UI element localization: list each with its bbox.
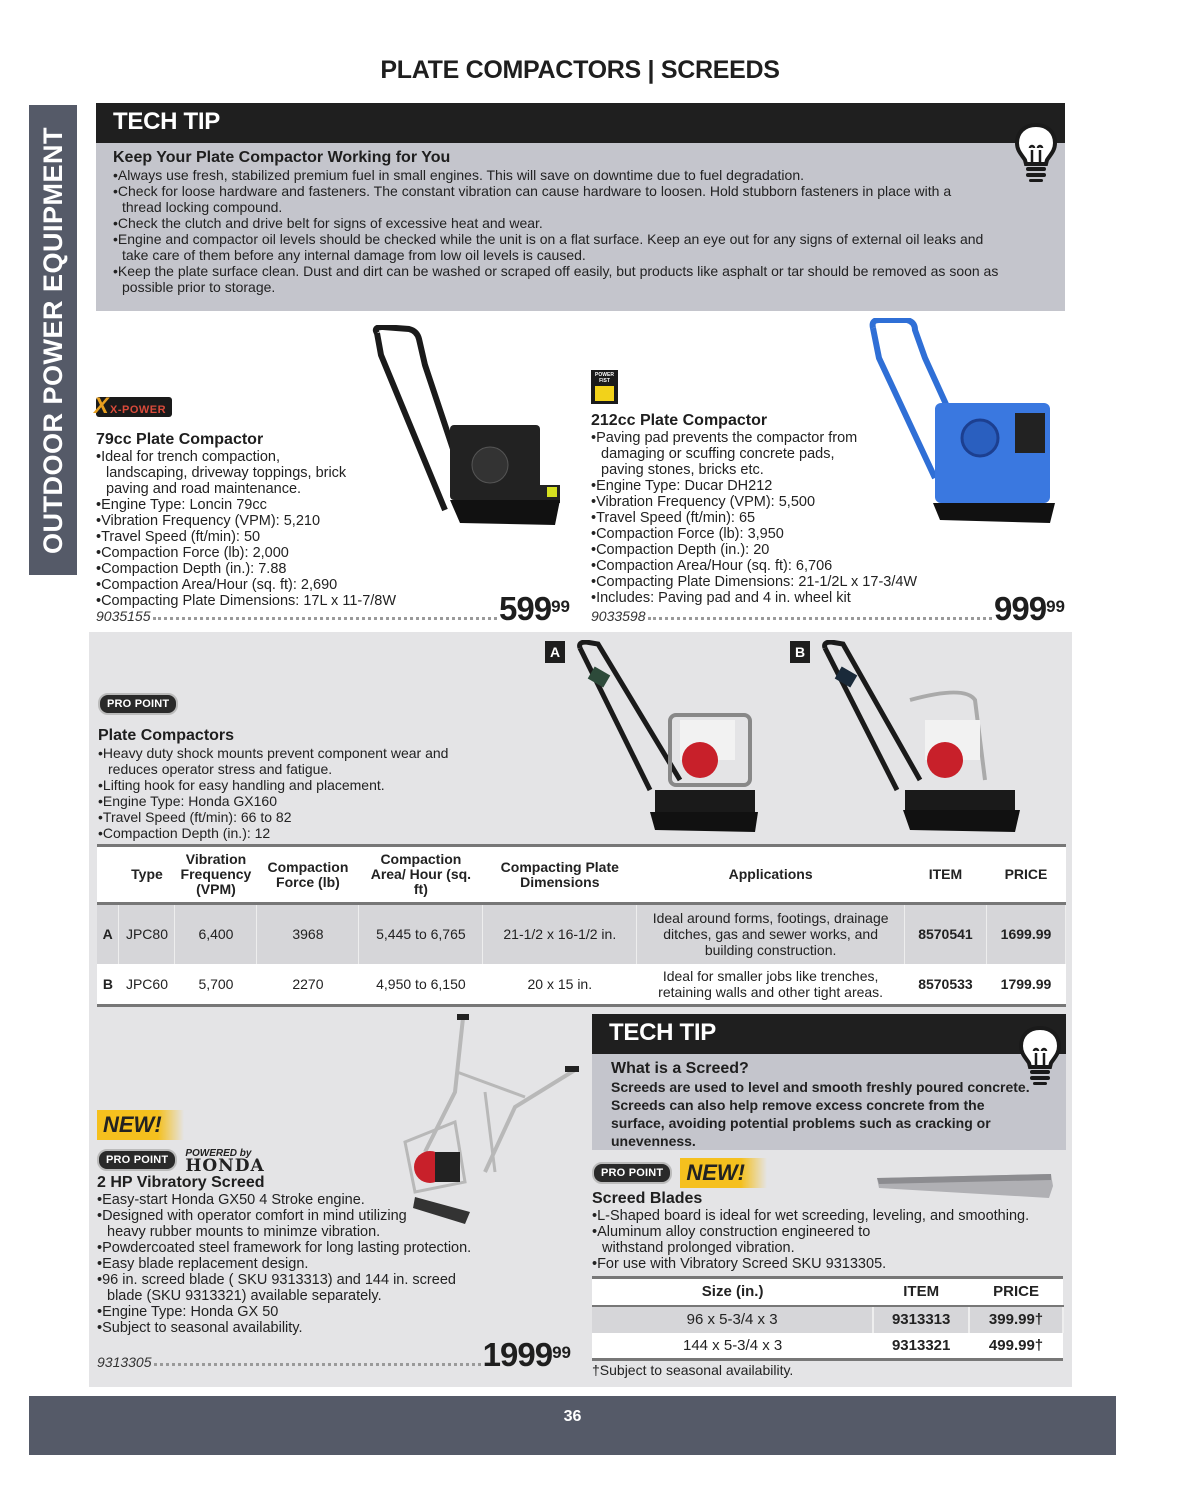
cell-price: 1699.99 <box>986 904 1065 964</box>
product-title: Screed Blades <box>592 1190 703 1207</box>
tech-tip-header: TECH TIP <box>592 1014 1066 1054</box>
tip-item: • Check for loose hardware and fasteners. The constant vibration can cause hardware to loosen. Hold stubborn fasteners in place with a thread locking compound. <box>113 183 1048 215</box>
tech-tip-screed <box>592 1014 1066 1150</box>
cell-vpm: 5,700 <box>175 964 257 1006</box>
table-row <box>592 1333 1063 1360</box>
feature-item: • Compaction Depth (in.): 12 <box>98 825 478 841</box>
feature-list <box>98 745 478 841</box>
cell-vpm: 6,400 <box>175 904 257 964</box>
section-label: OUTDOOR POWER EQUIPMENT <box>37 126 68 554</box>
cell-item: 8570533 <box>904 964 986 1006</box>
cell-tag: B <box>97 964 119 1006</box>
feature-item: • Compaction Area/Hour (sq. ft): 6,706 <box>591 558 991 574</box>
cell-force: 3968 <box>257 904 359 964</box>
leader-dots <box>648 617 993 620</box>
feature-item: • Vibration Frequency (VPM): 5,210 <box>96 513 566 529</box>
lightbulb-icon <box>1017 1025 1063 1087</box>
tech-tip-compactor <box>96 103 1065 311</box>
feature-list <box>592 1208 1062 1272</box>
table-row <box>97 964 1066 1006</box>
cell-force: 2270 <box>257 964 359 1006</box>
brand-logo-propoint: PRO POINT <box>98 693 178 715</box>
feature-item: • Vibration Frequency (VPM): 5,500 <box>591 494 991 510</box>
product-title: 79cc Plate Compactor <box>96 431 264 448</box>
leader-dots <box>153 617 498 620</box>
sku-price-line <box>591 590 1065 627</box>
feature-item: • Compaction Force (lb): 2,000 <box>96 545 566 561</box>
product-image-screed-blade <box>875 1172 1055 1202</box>
feature-item: • Compaction Depth (in.): 20 <box>591 542 991 558</box>
product-title: Plate Compactors <box>98 727 235 744</box>
page-title: PLATE COMPACTORS | SCREEDS <box>380 56 780 84</box>
price-cents: 99 <box>551 597 570 616</box>
feature-item: • Compacting Plate Dimensions: 17L x 11-7/8W <box>96 593 566 609</box>
price-dollars: 1999 <box>482 1336 553 1373</box>
col-header-size: Size (in.) <box>592 1278 873 1306</box>
col-header-area: Compaction Area/ Hour (sq. ft) <box>359 846 483 904</box>
cell-area: 4,950 to 6,150 <box>359 964 483 1006</box>
cell-applications: Ideal for smaller jobs like trenches, retaining walls and other tight areas. <box>637 964 905 1006</box>
col-header-price: PRICE <box>986 846 1065 904</box>
feature-item: • Engine Type: Loncin 79cc <box>96 497 566 513</box>
tech-tip-subtitle: What is a Screed? <box>611 1060 749 1077</box>
cell-item: 9313321 <box>873 1333 969 1360</box>
feature-item: • Designed with operator comfort in mind utilizing heavy rubber mounts to minimze vibration. <box>97 1208 437 1240</box>
brand-name: POWER FIST <box>595 372 614 384</box>
brand-logo-powerfist <box>591 370 618 404</box>
col-header-item: ITEM <box>873 1278 969 1306</box>
product-image-compactor-a <box>570 640 770 835</box>
col-header-type: Type <box>119 846 175 904</box>
table-header-row <box>97 846 1066 904</box>
cell-plate: 20 x 15 in. <box>483 964 637 1006</box>
tip-item: • Always use fresh, stabilized premium fuel in small engines. This will save on downtime due to fuel degradation. <box>113 167 1048 183</box>
sku: 9313305 <box>97 1354 152 1370</box>
feature-item: • Heavy duty shock mounts prevent component wear and reduces operator stress and fatigue. <box>98 745 458 777</box>
col-header-plate: Compacting Plate Dimensions <box>483 846 637 904</box>
tip-item: • Keep the plate surface clean. Dust and dirt can be washed or scraped off easily, but products like asphalt or tar should be removed as soon as possible prior to storage. <box>113 263 1048 295</box>
brand-logo-xpower: X X-POWER <box>96 397 172 417</box>
footnote: †Subject to seasonal availability. <box>592 1362 794 1378</box>
feature-item: • Aluminum alloy construction engineered to withstand prolonged vibration. <box>592 1224 902 1256</box>
col-header-tag <box>97 846 119 904</box>
feature-item: • Travel Speed (ft/min): 66 to 82 <box>98 809 478 825</box>
brand-logo-honda <box>185 1148 265 1176</box>
col-header-vpm: Vibration Frequency (VPM) <box>175 846 257 904</box>
table-row <box>592 1306 1063 1333</box>
leader-dots <box>154 1363 481 1366</box>
cell-price: 499.99† <box>969 1333 1063 1360</box>
product-image-212cc-compactor <box>865 318 1065 528</box>
feature-item: • For use with Vibratory Screed SKU 9313305. <box>592 1256 1062 1272</box>
lightbulb-icon <box>1013 122 1059 184</box>
feature-item: • Travel Speed (ft/min): 50 <box>96 529 566 545</box>
tech-tip-list <box>113 167 1048 295</box>
product-image-vibratory-screed <box>385 1012 585 1232</box>
feature-item: • 96 in. screed blade ( SKU 9313313) and 144 in. screed blade (SKU 9313321) available separately. <box>97 1272 477 1304</box>
cell-area: 5,445 to 6,765 <box>359 904 483 964</box>
price <box>994 590 1065 627</box>
price-cents: 99 <box>1046 597 1065 616</box>
feature-item: • Subject to seasonal availability. <box>97 1320 517 1336</box>
feature-item: • Lifting hook for easy handling and placement. <box>98 777 478 793</box>
powered-by-label: POWERED by <box>185 1148 252 1159</box>
feature-item: • Compacting Plate Dimensions: 21-1/2L x 17-3/4W <box>591 574 991 590</box>
feature-item: • Paving pad prevents the compactor from damaging or scuffing concrete pads, paving stones, bricks etc. <box>591 430 881 478</box>
cell-size: 96 x 5-3/4 x 3 <box>592 1306 873 1333</box>
screed-blade-table <box>592 1276 1064 1361</box>
feature-item: • Compaction Area/Hour (sq. ft): 2,690 <box>96 577 566 593</box>
sku-price-line <box>96 590 570 627</box>
feature-item: • Powdercoated steel framework for long lasting protection. <box>97 1240 517 1256</box>
page-number: 36 <box>563 1408 582 1425</box>
product-image-79cc-compactor <box>365 325 565 535</box>
product-title: 212cc Plate Compactor <box>591 412 768 429</box>
price-dollars: 599 <box>499 590 552 627</box>
sku: 9033598 <box>591 608 646 624</box>
feature-item: • Engine Type: Honda GX160 <box>98 793 478 809</box>
feature-item: • L-Shaped board is ideal for wet screeding, leveling, and smoothing. <box>592 1208 1062 1224</box>
feature-item: • Easy blade replacement design. <box>97 1256 517 1272</box>
tech-tip-header: TECH TIP <box>96 103 1065 143</box>
new-badge: NEW! <box>680 1158 767 1188</box>
feature-item: • Includes: Paving pad and 4 in. wheel kit <box>591 590 991 606</box>
price <box>482 1336 571 1373</box>
cell-type: JPC60 <box>119 964 175 1006</box>
image-tag-a: A <box>545 641 565 663</box>
cell-item: 8570541 <box>904 904 986 964</box>
feature-item: • Travel Speed (ft/min): 65 <box>591 510 991 526</box>
product-image-compactor-b <box>815 640 1025 835</box>
feature-item: • Engine Type: Honda GX 50 <box>97 1304 517 1320</box>
cell-size: 144 x 5-3/4 x 3 <box>592 1333 873 1360</box>
cell-tag: A <box>97 904 119 964</box>
cell-applications: Ideal around forms, footings, drainage ditches, gas and sewer works, and building construction. <box>637 904 905 964</box>
feature-item: • Compaction Force (lb): 3,950 <box>591 526 991 542</box>
col-header-force: Compaction Force (lb) <box>257 846 359 904</box>
brand-logo-propoint: PRO POINT <box>592 1162 672 1184</box>
feature-item: • Compaction Depth (in.): 7.88 <box>96 561 566 577</box>
product-propoint-plate-compactors <box>98 693 478 841</box>
cell-item: 9313313 <box>873 1306 969 1333</box>
image-tag-b: B <box>790 641 810 663</box>
price <box>499 590 570 627</box>
brand-logo-propoint: PRO POINT <box>97 1149 177 1171</box>
honda-wordmark: HONDA <box>185 1156 265 1176</box>
feature-item: • Ideal for trench compaction, landscaping, driveway toppings, brick paving and road maintenance. <box>96 449 356 497</box>
cell-plate: 21-1/2 x 16-1/2 in. <box>483 904 637 964</box>
cell-price: 1799.99 <box>986 964 1065 1006</box>
price-dollars: 999 <box>994 590 1047 627</box>
feature-item: • Engine Type: Ducar DH212 <box>591 478 991 494</box>
new-badge: NEW! <box>97 1110 184 1140</box>
product-title: 2 HP Vibratory Screed <box>97 1174 265 1191</box>
col-header-item: ITEM <box>904 846 986 904</box>
col-header-applications: Applications <box>637 846 905 904</box>
price-cents: 99 <box>552 1343 571 1362</box>
table-header-row <box>592 1278 1063 1306</box>
brand-name: X-POWER <box>110 404 167 416</box>
col-header-price: PRICE <box>969 1278 1063 1306</box>
tech-tip-text: Screeds are used to level and smooth freshly poured concrete. Screeds can also help remove excess concrete from the surface, avoiding potential problems such as cracking or unevenness. <box>611 1079 1030 1149</box>
tech-tip-subtitle: Keep Your Plate Compactor Working for You <box>113 149 451 166</box>
section-side-tab <box>29 105 77 575</box>
compactor-spec-table <box>97 844 1066 1007</box>
table-row <box>97 904 1066 964</box>
sku: 9035155 <box>96 608 151 624</box>
cell-type: JPC80 <box>119 904 175 964</box>
page-footer <box>29 1396 1116 1455</box>
tip-item: • Engine and compactor oil levels should be checked while the unit is on a flat surface. Keep an eye out for any signs of external oil leaks and take care of them before any internal damage from low oil levels is caused. <box>113 231 1048 263</box>
feature-item: • Easy-start Honda GX50 4 Stroke engine. <box>97 1192 517 1208</box>
sku-price-line <box>97 1336 571 1373</box>
cell-price: 399.99† <box>969 1306 1063 1333</box>
tip-item: • Check the clutch and drive belt for signs of excessive heat and wear. <box>113 215 1048 231</box>
